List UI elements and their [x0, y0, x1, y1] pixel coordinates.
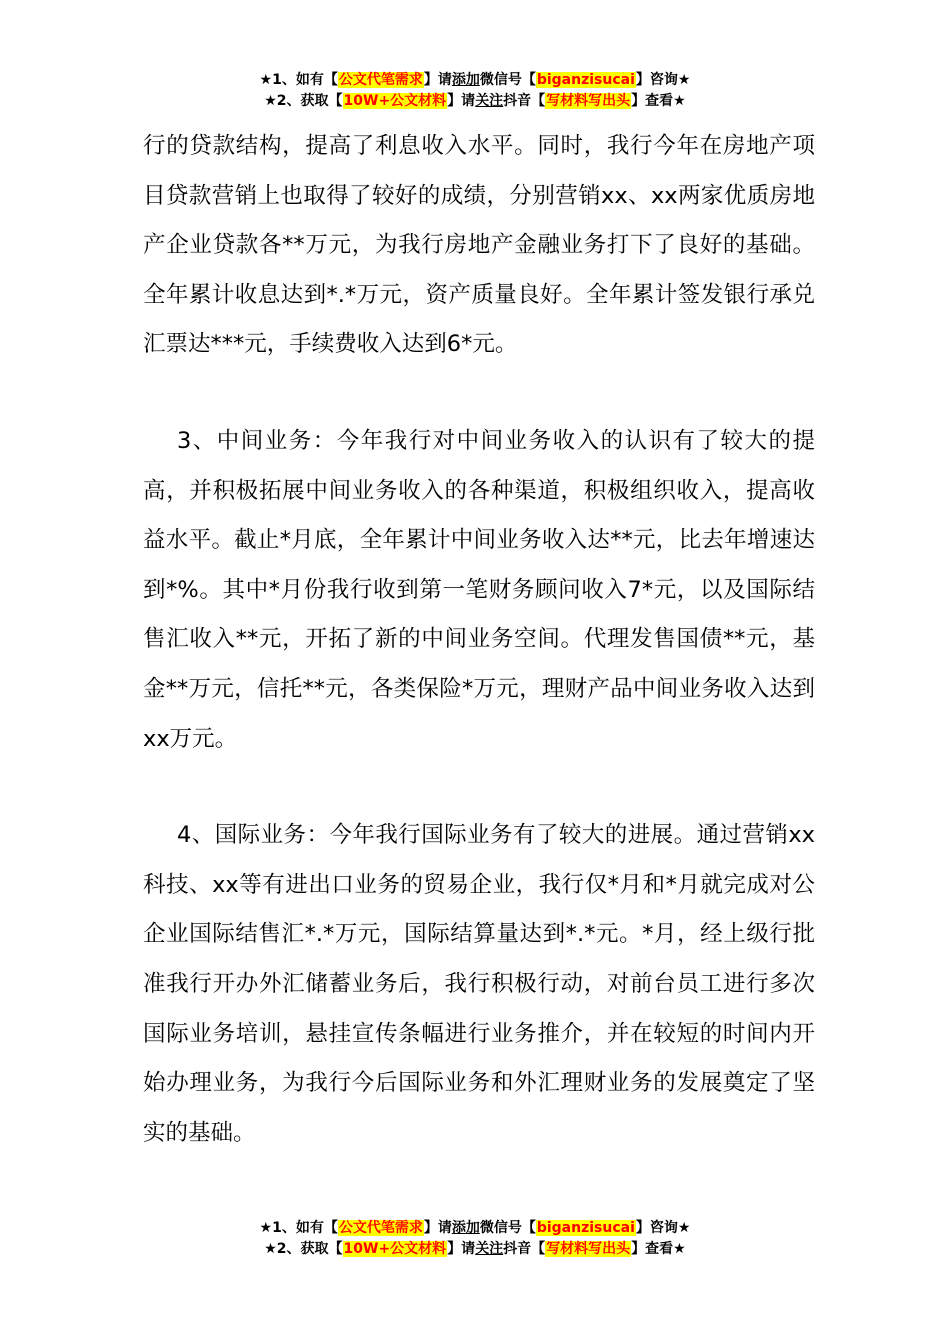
paragraph-intermediate-business: 3、中间业务：今年我行对中间业务收入的认识有了较大的提高，并积极拓展中间业务收入的各种渠道，积极组织收入，提高收益水平。截止*月底，全年累计中间业务收入达**元，比去年增速达到*%。其中*月份我行收到第一笔财务顾问收入7*元，以及国际结售汇收入**元，开拓了新的中间业务空间。代理发售国债**元，基金**万元，信托**元，各类保险*万元，理财产品中间业务收入达到xx万元。	[143, 427, 815, 752]
banner-line-1	[0, 70, 950, 91]
banner-highlight: biganzisucai	[536, 1220, 635, 1236]
document-body	[143, 122, 815, 1158]
banner-text: ★1、如有【	[259, 1220, 338, 1236]
banner-highlight: 10W+公文材料	[343, 1241, 447, 1257]
paragraph-continued: 行的贷款结构，提高了利息收入水平。同时，我行今年在房地产项目贷款营销上也取得了较好的成绩，分别营销xx、xx两家优质房地产企业贷款各**万元，为我行房地产金融业务打下了良好的基础。全年累计收息达到*.*万元，资产质量良好。全年累计签发银行承兑汇票达***元，手续费收入达到6*元。	[143, 133, 815, 358]
banner-text: ★2、获取【	[264, 1241, 343, 1257]
banner-text: 】查看★	[631, 93, 686, 109]
banner-text: ★1、如有【	[259, 72, 338, 88]
banner-text: 】查看★	[631, 1241, 686, 1257]
banner-highlight: 写材料写出头	[546, 1241, 631, 1257]
banner-text: 微信号【	[479, 1220, 536, 1236]
banner-text: 】咨询★	[635, 72, 691, 88]
banner-underline: 添加	[451, 72, 480, 88]
banner-highlight: 写材料写出头	[546, 93, 631, 109]
banner-line-2	[0, 91, 950, 112]
banner-text: 】请	[447, 1241, 476, 1257]
banner-highlight: 公文代笔需求	[338, 72, 423, 88]
banner-line-1	[0, 1218, 950, 1239]
banner-line-2	[0, 1239, 950, 1260]
banner-highlight: 公文代笔需求	[338, 1220, 423, 1236]
banner-text: 】请	[423, 72, 452, 88]
banner-underline: 添加	[451, 1220, 480, 1236]
banner-underline: 关注	[475, 93, 504, 109]
banner-text: 】咨询★	[635, 1220, 691, 1236]
banner-underline: 关注	[475, 1241, 504, 1257]
banner-text: 微信号【	[479, 72, 536, 88]
banner-text: ★2、获取【	[264, 93, 343, 109]
paragraph-international-business: 4、国际业务：今年我行国际业务有了较大的进展。通过营销xx科技、xx等有进出口业务的贸易企业，我行仅*月和*月就完成对公企业国际结售汇*.*万元，国际结算量达到*.*元。*月，经上级行批准我行开办外汇储蓄业务后，我行积极行动，对前台员工进行多次国际业务培训，悬挂宣传条幅进行业务推介，并在较短的时间内开始办理业务，为我行今后国际业务和外汇理财业务的发展奠定了坚实的基础。	[143, 822, 815, 1146]
banner-highlight: biganzisucai	[536, 72, 635, 88]
banner-text: 】请	[423, 1220, 452, 1236]
banner-text: 抖音【	[503, 1241, 546, 1257]
footer-banner	[0, 1218, 950, 1260]
banner-text: 抖音【	[503, 93, 546, 109]
banner-text: 】请	[447, 93, 476, 109]
header-banner	[0, 70, 950, 112]
banner-highlight: 10W+公文材料	[343, 93, 447, 109]
